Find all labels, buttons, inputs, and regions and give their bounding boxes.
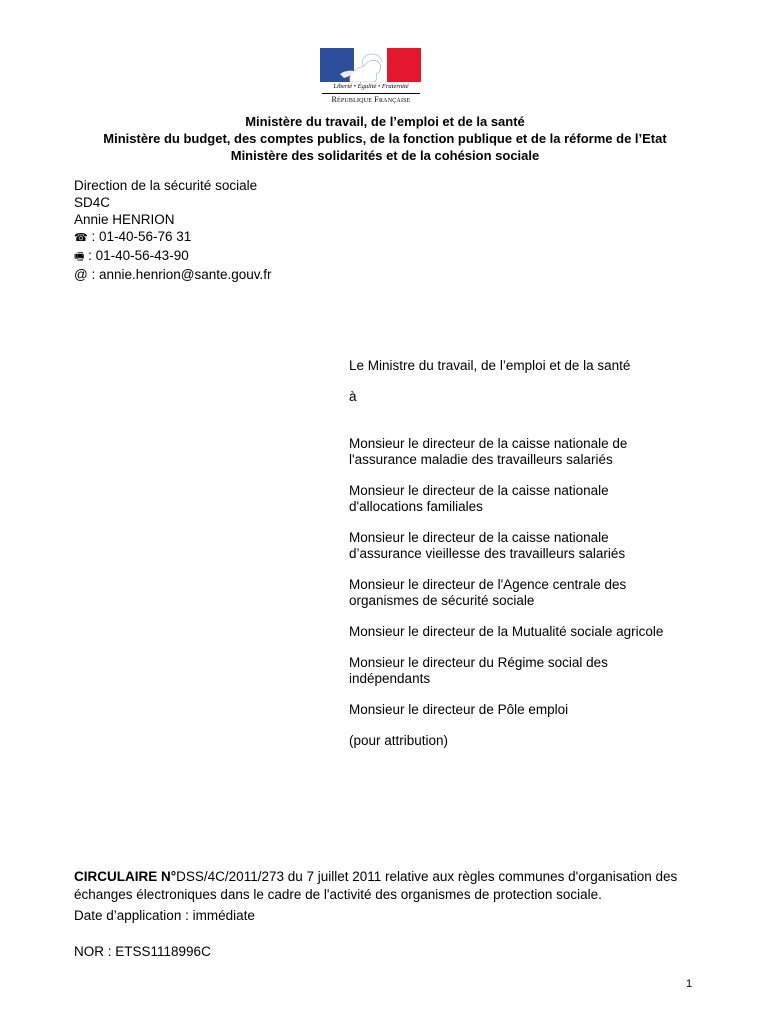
sender-email: @ : annie.henrion@sante.gouv.fr (74, 267, 272, 282)
fax-icon: 🖷 (74, 251, 85, 263)
republic-logo (318, 48, 424, 108)
recipients-note: (pour attribution) (349, 733, 449, 748)
sender-block (74, 177, 272, 283)
ministry-line: Ministère des solidarités et de la cohésion sociale (230, 148, 540, 163)
telephone-icon: ☎ (74, 232, 88, 244)
recipient-item: Monsieur le directeur de l'Agence centrale des organismes de sécurité sociale (349, 577, 627, 608)
recipient-item: Monsieur le directeur de la caisse nationale de l'assurance maladie des travailleurs salariés (349, 436, 628, 467)
sender-service: SD4C (74, 195, 111, 210)
recipients-block (349, 358, 699, 749)
recipient-item: Monsieur le directeur de la Mutualité sociale agricole (349, 624, 664, 639)
circular-date-application: Date d’application : immédiate (74, 908, 255, 923)
sender-phone: : 01-40-56-76 31 (87, 229, 192, 244)
recipients-from: Le Ministre du travail, de l’emploi et de la santé (349, 358, 631, 373)
sender-fax-line (74, 247, 272, 266)
circular-nor: NOR : ETSS1118996C (74, 943, 211, 959)
republic-motto: Liberté • Égalité • Fraternité (333, 83, 409, 90)
sender-name: Annie HENRION (74, 212, 175, 227)
ministries-heading (0, 113, 770, 164)
sender-fax: : 01-40-56-43-90 (84, 248, 189, 263)
recipient-item: Monsieur le directeur de la caisse nationale d'allocations familiales (349, 483, 609, 514)
sender-direction: Direction de la sécurité sociale (74, 178, 258, 193)
recipient-item: Monsieur le directeur de Pôle emploi (349, 702, 569, 717)
logo-divider (322, 93, 420, 94)
ministry-line: Ministère du travail, de l’emploi et de la santé (245, 114, 525, 129)
ministry-line: Ministère du budget, des comptes publics, de la fonction publique et de la réforme de l’Etat (103, 131, 667, 146)
republic-name: République Française (331, 95, 411, 104)
marianne-flag-icon (320, 48, 421, 82)
circular-label: CIRCULAIRE N° (74, 869, 177, 884)
circular-title (74, 868, 714, 903)
sender-phone-line (74, 228, 272, 247)
page-number: 1 (686, 978, 693, 990)
circular-text: DSS/4C/2011/273 du 7 juillet 2011 relative aux règles communes d'organisation des échanges électroniques dans le cadre de l'activité des organismes de protection sociale. (74, 869, 678, 902)
recipient-item: Monsieur le directeur du Régime social des indépendants (349, 655, 608, 686)
circular-block (74, 868, 714, 960)
recipient-item: Monsieur le directeur de la caisse nationale d’assurance vieillesse des travailleurs salariés (349, 530, 626, 561)
recipients-to: à (349, 389, 357, 404)
